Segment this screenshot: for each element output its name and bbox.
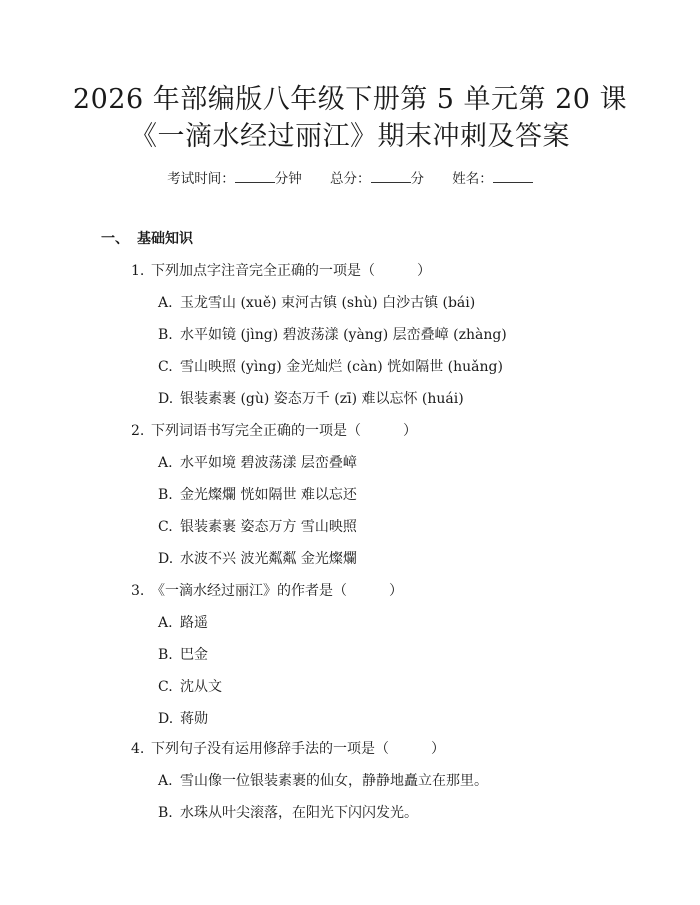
option-1b[interactable] xyxy=(158,325,507,345)
option-letter: B. xyxy=(158,327,173,343)
score-label: 总分： xyxy=(330,171,371,187)
exam-meta xyxy=(0,168,700,189)
option-2b[interactable] xyxy=(158,485,357,505)
question-text: 《一滴水经过丽江》的作者是（ xyxy=(151,583,347,599)
option-4a[interactable] xyxy=(158,771,488,791)
option-text: 雪山像一位银装素裹的仙女，静静地矗立在那里。 xyxy=(180,773,488,789)
time-field xyxy=(167,171,302,187)
option-3b[interactable] xyxy=(158,645,208,665)
section-heading xyxy=(101,229,193,249)
option-letter: C. xyxy=(158,679,173,695)
question-close: ） xyxy=(431,741,445,757)
question-number: 1. xyxy=(131,263,145,279)
score-blank[interactable] xyxy=(371,168,411,183)
option-text: 玉龙雪山 (xuě) 束河古镇 (shù) 白沙古镇 (bái) xyxy=(180,295,476,311)
name-blank[interactable] xyxy=(493,168,533,183)
time-unit: 分钟 xyxy=(274,171,302,187)
question-1 xyxy=(131,261,431,281)
option-2a[interactable] xyxy=(158,453,357,473)
page-title-line1: 2026 年部编版八年级下册第 5 单元第 20 课 xyxy=(72,84,628,115)
option-2c[interactable] xyxy=(158,517,357,537)
option-text: 金光燦爛 恍如隔世 难以忘还 xyxy=(180,487,357,503)
option-letter: D. xyxy=(158,551,174,567)
option-2d[interactable] xyxy=(158,549,357,569)
option-letter: D. xyxy=(158,711,174,727)
option-3a[interactable] xyxy=(158,613,208,633)
question-close: ） xyxy=(389,583,403,599)
section-title: 基础知识 xyxy=(137,231,193,247)
option-letter: C. xyxy=(158,519,173,535)
question-text: 下列词语书写完全正确的一项是（ xyxy=(151,423,361,439)
question-text: 下列句子没有运用修辞手法的一项是（ xyxy=(151,741,389,757)
option-letter: B. xyxy=(158,487,173,503)
option-letter: A. xyxy=(158,615,173,631)
option-letter: B. xyxy=(158,647,173,663)
question-close: ） xyxy=(417,263,431,279)
score-field xyxy=(330,171,424,187)
option-text: 路遥 xyxy=(180,615,208,631)
option-letter: A. xyxy=(158,773,173,789)
option-text: 水珠从叶尖滚落，在阳光下闪闪发光。 xyxy=(180,805,418,821)
question-2 xyxy=(131,421,417,441)
option-text: 银装素裹 (gù) 姿态万千 (zī) 难以忘怀 (huái) xyxy=(180,391,464,407)
question-number: 2. xyxy=(131,423,145,439)
option-text: 水平如镜 (jìng) 碧波荡漾 (yàng) 层峦叠嶂 (zhàng) xyxy=(180,327,507,343)
option-1c[interactable] xyxy=(158,357,503,377)
option-text: 水波不兴 波光粼粼 金光燦爛 xyxy=(180,551,357,567)
score-unit: 分 xyxy=(410,171,424,187)
question-close: ） xyxy=(403,423,417,439)
name-field xyxy=(452,171,533,187)
option-letter: A. xyxy=(158,455,173,471)
option-letter: B. xyxy=(158,805,173,821)
option-letter: D. xyxy=(158,391,174,407)
section-number: 一、 xyxy=(101,231,129,247)
option-text: 巴金 xyxy=(180,647,208,663)
option-3d[interactable] xyxy=(158,709,208,729)
page-title-line2: 《一滴水经过丽江》期末冲刺及答案 xyxy=(130,121,570,152)
name-label: 姓名： xyxy=(452,171,493,187)
option-1d[interactable] xyxy=(158,389,464,409)
option-text: 蒋勋 xyxy=(180,711,208,727)
question-text: 下列加点字注音完全正确的一项是（ xyxy=(151,263,375,279)
question-4 xyxy=(131,739,445,759)
time-blank[interactable] xyxy=(235,168,275,183)
question-number: 4. xyxy=(131,741,145,757)
option-letter: C. xyxy=(158,359,173,375)
option-text: 银装素裹 姿态万方 雪山映照 xyxy=(180,519,357,535)
option-4b[interactable] xyxy=(158,803,418,823)
option-1a[interactable] xyxy=(158,293,475,313)
question-number: 3. xyxy=(131,583,145,599)
option-letter: A. xyxy=(158,295,173,311)
option-text: 沈从文 xyxy=(180,679,222,695)
question-3 xyxy=(131,581,403,601)
option-text: 水平如境 碧波荡漾 层峦叠嶂 xyxy=(180,455,357,471)
time-label: 考试时间： xyxy=(167,171,235,187)
option-3c[interactable] xyxy=(158,677,222,697)
option-text: 雪山映照 (yìng) 金光灿烂 (càn) 恍如隔世 (huǎng) xyxy=(180,359,503,375)
